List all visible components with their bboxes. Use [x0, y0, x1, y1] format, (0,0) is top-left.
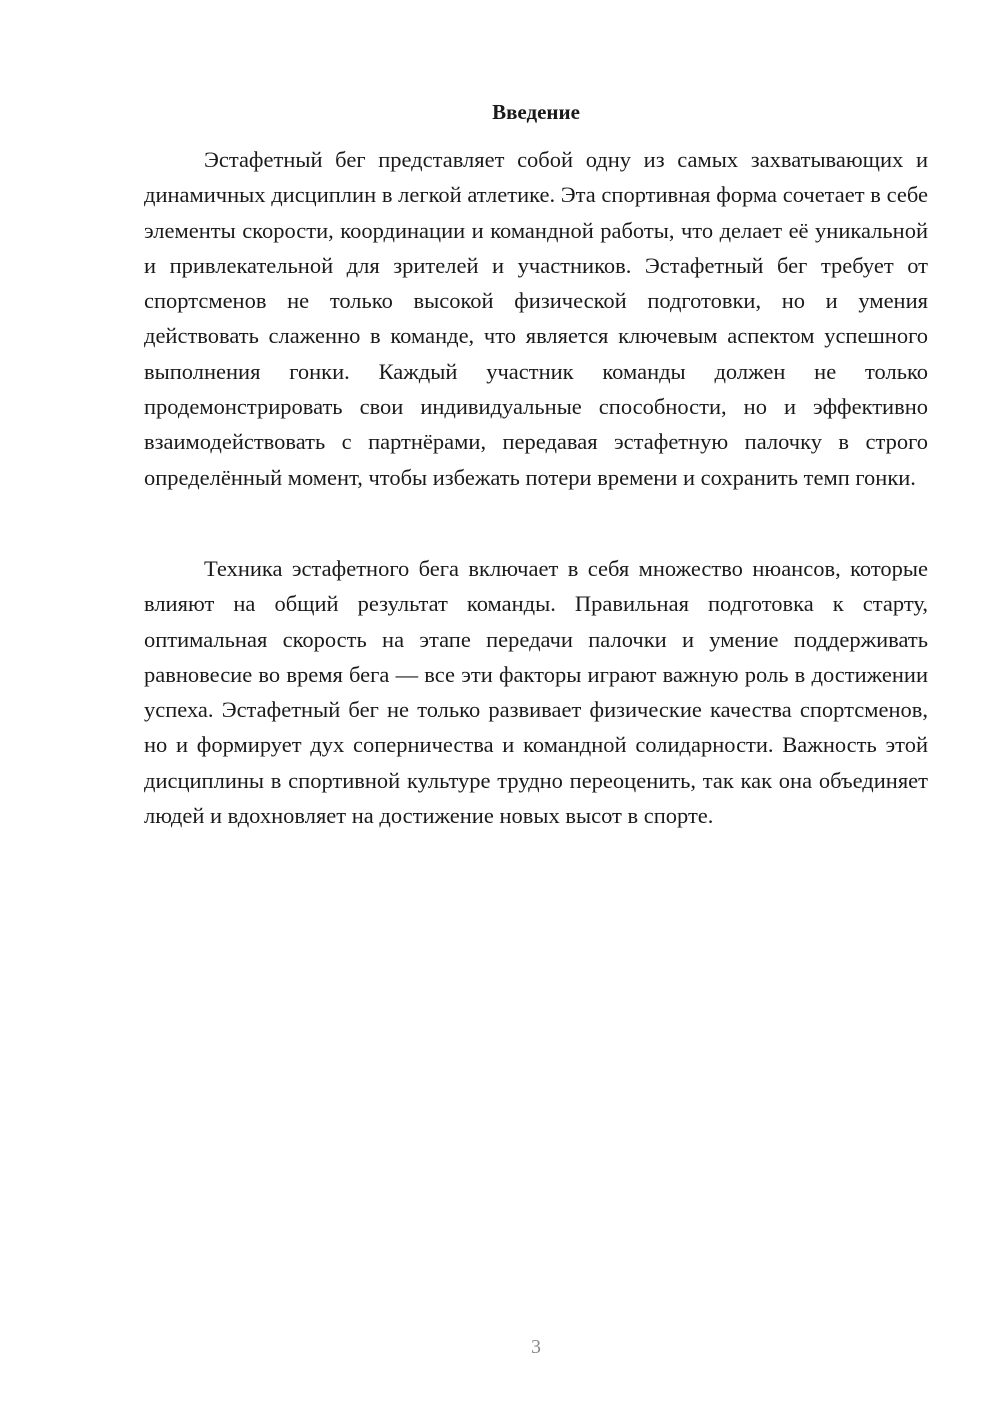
- paragraph-technique: Техника эстафетного бега включает в себя множество нюансов, которые влияют на общий результат команды. Правильная подготовка к старту, оптимальная скорость на этапе передачи палочки и умение поддерживать равновесие во время бега — все эти факторы играют важную роль в достижении успеха. Эстафетный бег не только развивает физические качества спортсменов, но и формирует дух соперничества и командной солидарности. Важность этой дисциплины в спортивной культуре трудно переоценить, так как она объединяет людей и вдохновляет на достижение новых высот в спорте.: [144, 556, 928, 829]
- paragraph-intro: Эстафетный бег представляет собой одну из самых захватывающих и динамичных дисциплин в легкой атлетике. Эта спортивная форма сочетает в себе элементы скорости, координации и командной работы, что делает её уникальной и привлекательной для зрителей и участников. Эстафетный бег требует от спортсменов не только высокой физической подготовки, но и умения действовать слаженно в команде, что является ключевым аспектом успешного выполнения гонки. Каждый участник команды должен не только продемонстрировать свои индивидуальные способности, но и эффективно взаимодействовать с партнёрами, передавая эстафетную палочку в строго определённый момент, чтобы избежать потери времени и сохранить темп гонки.: [144, 147, 928, 490]
- section-heading: Введение: [492, 100, 580, 124]
- page-number: 3: [531, 1336, 541, 1358]
